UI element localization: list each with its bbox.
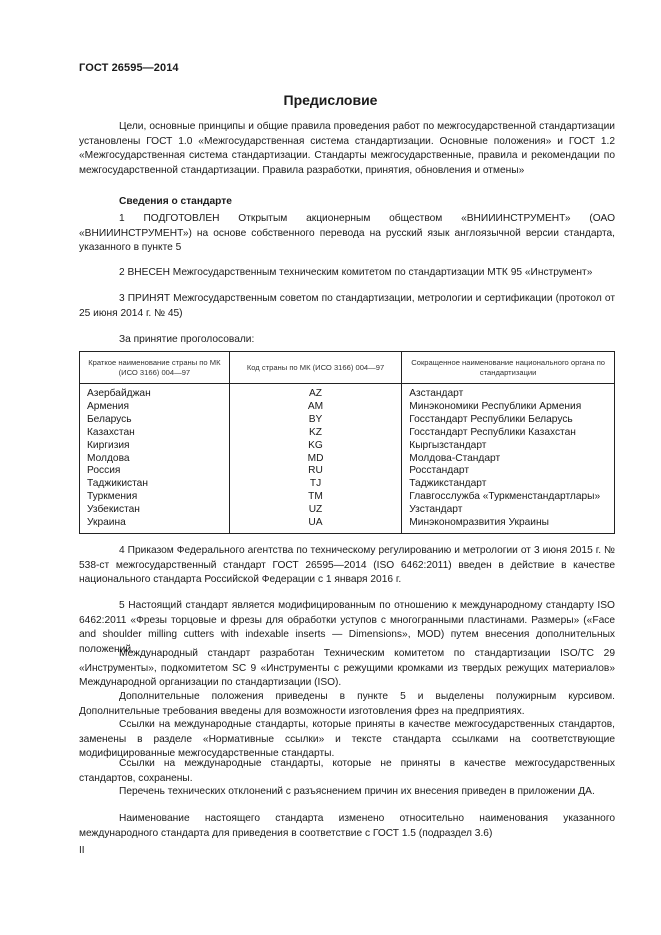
- table-row: [80, 384, 615, 401]
- item-5-title-change: Наименование настоящего стандарта изменено относительно наименования указанного международного стандарта для приведения в соответствие с ГОСТ 1.5 (подраздел 3.6): [79, 813, 615, 839]
- section-title: Сведения о стандарте: [119, 196, 232, 207]
- table-row: [80, 491, 615, 504]
- table-row: [80, 427, 615, 440]
- country-code-cell: MD: [229, 453, 402, 466]
- country-code-cell: AZ: [229, 384, 402, 401]
- country-name-cell: Киргизия: [80, 440, 230, 453]
- country-name-cell: Армения: [80, 401, 230, 414]
- item-5-references-kept: Ссылки на международные стандарты, которые не приняты в качестве межгосударственных стандартов, сохранены.: [79, 758, 615, 784]
- table-row: [80, 414, 615, 427]
- country-name-cell: Молдова: [80, 453, 230, 466]
- country-name-cell: Россия: [80, 465, 230, 478]
- item-3-adopted: 3 ПРИНЯТ Межгосударственным советом по стандартизации, метрологии и сертификации (протокол от 25 июня 2014 г. № 45): [79, 293, 615, 319]
- country-name-cell: Беларусь: [80, 414, 230, 427]
- country-name-cell: Казахстан: [80, 427, 230, 440]
- table-header-row: [80, 352, 615, 384]
- page-title: Предисловие: [283, 92, 378, 108]
- country-code-cell: TM: [229, 491, 402, 504]
- country-name-cell: Узбекистан: [80, 504, 230, 517]
- standards-body-cell: Молдова-Стандарт: [402, 453, 615, 466]
- standards-body-cell: Кыргызстандарт: [402, 440, 615, 453]
- item-5-modification: 5 Настоящий стандарт является модифицированным по отношению к международному стандарту ISO 6462:2011 «Фрезы торцовые и фрезы для обработки уступов с многогранными пластинами. Размеры» («Face and shoulder milling cutters with indexable inserts — Dimensions», MOD) путем внесения дополнительных положений.: [79, 600, 615, 655]
- country-code-cell: UZ: [229, 504, 402, 517]
- item-4-enacted: 4 Приказом Федерального агентства по техническому регулированию и метрологии от 3 июня 2015 г. № 538-ст межгосударственный стандарт ГОСТ 26595—2014 (ISO 6462:2011) введен в действие в качестве национального стандарта Российской Федерации с 1 января 2016 г.: [79, 545, 615, 585]
- header-country-code: Код страны по МК (ИСО 3166) 004—97: [229, 352, 402, 384]
- country-code-cell: UA: [229, 517, 402, 533]
- country-code-cell: AM: [229, 401, 402, 414]
- country-name-cell: Украина: [80, 517, 230, 533]
- standards-body-cell: Минэкономразвития Украины: [402, 517, 615, 533]
- table-row: [80, 453, 615, 466]
- standards-body-cell: Азстандарт: [402, 384, 615, 401]
- item-5-references-replaced: Ссылки на международные стандарты, которые приняты в качестве межгосударственных стандартов, заменены в разделе «Нормативные ссылки» и тексте стандарта ссылками на соответствующие модифицированные межгосударственные стандарты.: [79, 719, 615, 759]
- item-2-introduced: 2 ВНЕСЕН Межгосударственным техническим комитетом по стандартизации МТК 95 «Инструмент»: [119, 267, 593, 278]
- voting-countries-table: [79, 351, 615, 534]
- item-5-deviations-list: Перечень технических отклонений с разъяснением причин их внесения приведен в приложении ДА.: [119, 786, 595, 797]
- item-1-prepared: 1 ПОДГОТОВЛЕН Открытым акционерным обществом «ВНИИИНСТРУМЕНТ» (ОАО «ВНИИИНСТРУМЕНТ») на основе собственного перевода на русский язык англоязычной версии стандарта, указанного в пункте 5: [79, 213, 615, 253]
- country-code-cell: KG: [229, 440, 402, 453]
- standards-body-cell: Минэкономики Республики Армения: [402, 401, 615, 414]
- standards-body-cell: Узстандарт: [402, 504, 615, 517]
- table-row: [80, 440, 615, 453]
- country-code-cell: BY: [229, 414, 402, 427]
- document-code-header: ГОСТ 26595—2014: [79, 62, 179, 74]
- standards-body-cell: Росстандарт: [402, 465, 615, 478]
- standards-body-cell: Госстандарт Республики Беларусь: [402, 414, 615, 427]
- table-row: [80, 517, 615, 533]
- table-row: [80, 465, 615, 478]
- country-code-cell: RU: [229, 465, 402, 478]
- table-row: [80, 401, 615, 414]
- table-row: [80, 478, 615, 491]
- country-code-cell: KZ: [229, 427, 402, 440]
- country-code-cell: TJ: [229, 478, 402, 491]
- table-row: [80, 504, 615, 517]
- header-country-name: Краткое наименование страны по МК (ИСО 3166) 004—97: [80, 352, 230, 384]
- voting-intro: За принятие проголосовали:: [119, 334, 255, 345]
- standards-body-cell: Главгосслужба «Туркменстандартлары»: [402, 491, 615, 504]
- page-number: II: [79, 845, 85, 856]
- item-5-developer: Международный стандарт разработан Техническим комитетом по стандартизации ISO/TC 29 «Инструменты», подкомитетом SC 9 «Инструменты с режущими кромками из твердых режущих материалов» Международной организации по стандартизации (ISO).: [79, 648, 615, 688]
- country-name-cell: Азербайджан: [80, 384, 230, 401]
- header-standards-body: Сокращенное наименование национального органа по стандартизации: [402, 352, 615, 384]
- country-name-cell: Таджикистан: [80, 478, 230, 491]
- item-5-additional-provisions: Дополнительные положения приведены в пункте 5 и выделены полужирным курсивом. Дополнительные требования введены для возможности изготовления фрез на предприятиях.: [79, 691, 615, 717]
- country-name-cell: Туркмения: [80, 491, 230, 504]
- standards-body-cell: Таджикстандарт: [402, 478, 615, 491]
- intro-paragraph: Цели, основные принципы и общие правила проведения работ по межгосударственной стандартизации установлены ГОСТ 1.0 «Межгосударственная система стандартизации. Основные положения» и ГОСТ 1.2 «Межгосударственная система стандартизации. Стандарты межгосударственные, правила и рекомендации по межгосударственной стандартизации. Правила разработки, принятия, обновления и отмены»: [79, 121, 615, 176]
- standards-body-cell: Госстандарт Республики Казахстан: [402, 427, 615, 440]
